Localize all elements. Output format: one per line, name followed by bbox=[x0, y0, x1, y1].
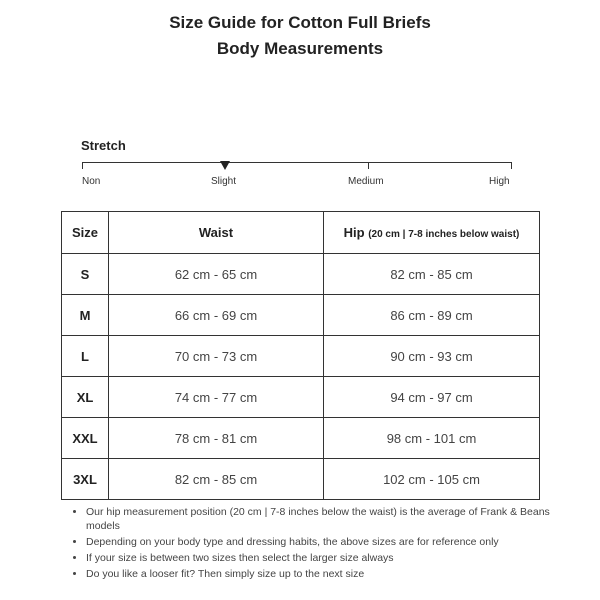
page-subtitle: Body Measurements bbox=[216, 39, 384, 58]
waist-cell: 70 cm - 73 cm bbox=[109, 336, 324, 377]
hip-cell: 94 cm - 97 cm bbox=[324, 377, 540, 418]
hip-cell: 86 cm - 89 cm bbox=[324, 295, 540, 336]
note-item: • Our hip measurement position (20 cm | 7-8 inches below the waist) is the average of Frank & Beans models bbox=[86, 505, 566, 533]
stretch-marker-icon bbox=[220, 161, 230, 170]
stretch-level-high: High bbox=[489, 176, 510, 187]
note-item: • Do you like a looser fit? Then simply size up to the next size bbox=[86, 567, 566, 581]
header-hip-label: Hip bbox=[343, 225, 365, 240]
hip-cell: 82 cm - 85 cm bbox=[324, 254, 540, 295]
page-title: Size Guide for Cotton Full Briefs bbox=[169, 13, 431, 32]
waist-cell: 78 cm - 81 cm bbox=[109, 418, 324, 459]
note-item: • Depending on your body type and dressing habits, the above sizes are for reference only bbox=[86, 535, 566, 549]
waist-cell: 66 cm - 69 cm bbox=[109, 295, 324, 336]
header-size: Size bbox=[62, 212, 109, 254]
table-row bbox=[62, 459, 540, 500]
size-cell: 3XL bbox=[62, 459, 109, 500]
stretch-level-medium: Medium bbox=[348, 176, 384, 187]
size-cell: XL bbox=[62, 377, 109, 418]
waist-cell: 82 cm - 85 cm bbox=[109, 459, 324, 500]
table-row bbox=[62, 254, 540, 295]
stretch-level-non: Non bbox=[82, 176, 101, 187]
hip-cell: 102 cm - 105 cm bbox=[324, 459, 540, 500]
header-waist: Waist bbox=[109, 212, 324, 254]
size-cell: M bbox=[62, 295, 109, 336]
notes-list bbox=[72, 505, 566, 583]
size-table bbox=[61, 211, 540, 500]
hip-cell: 90 cm - 93 cm bbox=[324, 336, 540, 377]
header-hip-note: (20 cm | 7-8 inches below waist) bbox=[368, 229, 520, 240]
table-row bbox=[62, 295, 540, 336]
size-cell: L bbox=[62, 336, 109, 377]
stretch-tick-medium bbox=[368, 162, 369, 169]
header-hip bbox=[324, 212, 540, 254]
table-row bbox=[62, 336, 540, 377]
stretch-tick-high bbox=[511, 162, 512, 169]
table-row bbox=[62, 377, 540, 418]
size-cell: S bbox=[62, 254, 109, 295]
table-row bbox=[62, 418, 540, 459]
note-item: • If your size is between two sizes then select the larger size always bbox=[86, 551, 566, 565]
stretch-tick-non bbox=[82, 162, 83, 169]
waist-cell: 62 cm - 65 cm bbox=[109, 254, 324, 295]
table-header-row bbox=[62, 212, 540, 254]
stretch-label: Stretch bbox=[81, 138, 126, 153]
hip-cell: 98 cm - 101 cm bbox=[324, 418, 540, 459]
stretch-line bbox=[82, 162, 512, 163]
waist-cell: 74 cm - 77 cm bbox=[109, 377, 324, 418]
stretch-level-slight: Slight bbox=[211, 176, 237, 187]
size-cell: XXL bbox=[62, 418, 109, 459]
